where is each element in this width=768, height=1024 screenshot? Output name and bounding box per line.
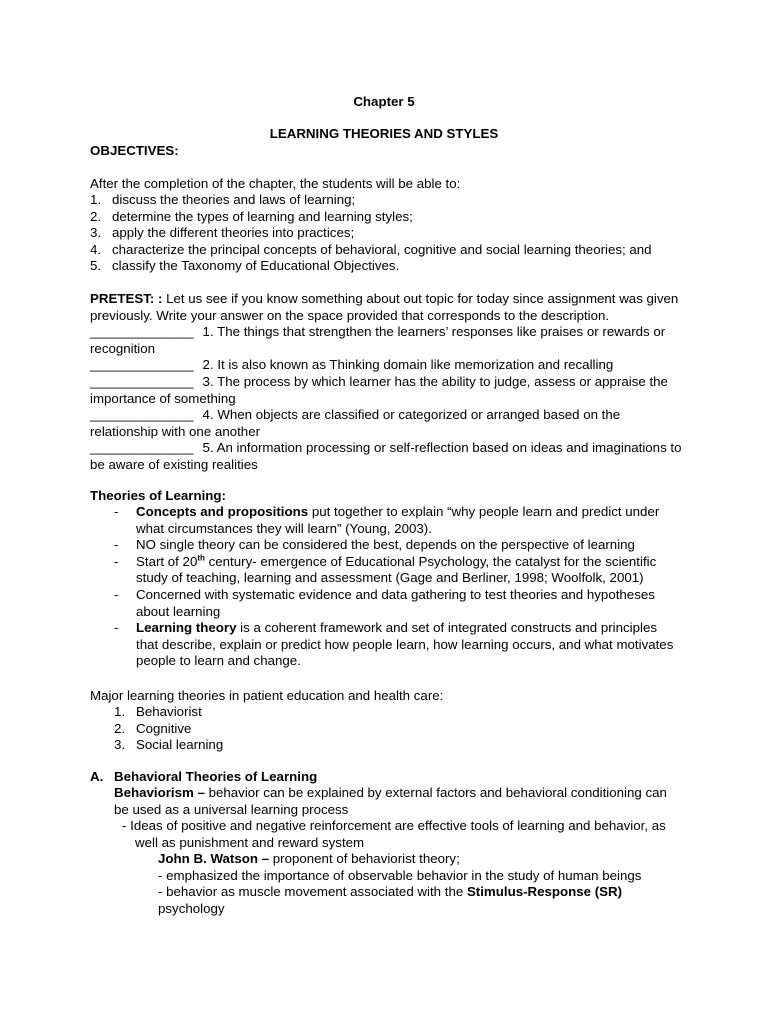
objectives-intro: After the completion of the chapter, the students will be able to: [90, 176, 461, 191]
list-item [90, 258, 682, 275]
objectives-heading: OBJECTIVES: [90, 143, 179, 158]
bold-term: Concepts and propositions [136, 504, 309, 519]
line-text: proponent of behaviorist theory; [269, 851, 460, 866]
list-item [90, 209, 682, 226]
item-number: 2. [90, 208, 102, 224]
bold-term: John B. Watson – [158, 851, 270, 866]
behaviorism-paragraph [114, 785, 682, 818]
question-text: 5. An information processing or self-reflection based on ideas and imaginations to be aware of existing realities [90, 440, 682, 472]
item-text: discuss the theories and laws of learning; [112, 192, 356, 207]
paragraph-text: behavior can be explained by external factors and behavioral conditioning can be used as a universal learning process [114, 785, 667, 817]
watson-line [158, 851, 682, 868]
answer-blank[interactable]: ______________ [90, 407, 194, 423]
theories-list [114, 504, 682, 670]
list-item [114, 504, 682, 537]
objectives-list [90, 192, 682, 275]
item-text: Social learning [136, 737, 224, 753]
superscript: th [197, 553, 205, 563]
watson-point: - emphasized the importance of observable behavior in the study of human beings [158, 867, 642, 883]
item-text: put together to explain “why people learn and predict under what circumstances they will learn” (Young, 2003). [136, 504, 660, 536]
theories-heading: Theories of Learning: [90, 488, 226, 503]
answer-blank[interactable]: ______________ [90, 440, 194, 456]
pretest-intro [90, 291, 682, 324]
item-text: classify the Taxonomy of Educational Objectives. [112, 258, 400, 274]
item-text: is a coherent framework and set of integrated constructs and principles that describe, explain or predict how people learn, how learning occurs, and what motivates people to learn and change. [136, 620, 674, 669]
pretest-instructions: Let us see if you know something about out topic for today since assignment was given previously. Write your answer on the space provided that corresponds to the description. [90, 291, 679, 323]
pretest-question [90, 374, 682, 407]
question-text: 2. It is also known as Thinking domain like memorization and recalling [202, 357, 614, 373]
list-item [114, 737, 682, 754]
answer-blank[interactable]: ______________ [90, 324, 194, 340]
pretest-question [90, 440, 682, 473]
list-item [114, 620, 682, 670]
chapter-label: Chapter 5 [353, 94, 415, 109]
item-text: apply the different theories into practices; [112, 225, 355, 241]
item-text: characterize the principal concepts of behavioral, cognitive and social learning theories; and [112, 241, 652, 257]
item-number: 4. [90, 241, 102, 257]
reinforcement-note [122, 818, 682, 851]
major-theories-intro: Major learning theories in patient education and health care: [90, 688, 444, 703]
bullet-dash: - [114, 620, 119, 636]
major-theories-list [114, 704, 682, 754]
item-text: Behaviorist [136, 704, 202, 719]
question-text: 3. The process by which learner has the ability to judge, assess or appraise the importance of something [90, 373, 668, 406]
section-a-heading [90, 769, 682, 786]
pretest-label: PRETEST: : [90, 291, 163, 306]
list-item [114, 537, 682, 554]
list-item [90, 192, 682, 209]
section-title: Behavioral Theories of Learning [114, 769, 318, 784]
section-letter: A. [90, 769, 104, 784]
item-number: 3. [90, 225, 102, 241]
list-item [90, 242, 682, 259]
watson-point [158, 884, 682, 901]
bullet-dash: - [114, 553, 119, 569]
bullet-dash: - [114, 537, 119, 553]
list-item [90, 225, 682, 242]
watson-block [158, 851, 682, 917]
item-number: 5. [90, 258, 102, 274]
question-text: 1. The things that strengthen the learners’ responses like praises or rewards or recognition [90, 324, 666, 356]
list-item [114, 721, 682, 738]
item-text: century- emergence of Educational Psychology, the catalyst for the scientific study of teaching, learning and assessment (Gage and Berliner, 1998; Woolfolk, 2001) [136, 553, 657, 586]
item-number: 3. [114, 737, 126, 753]
item-number: 1. [90, 192, 102, 207]
watson-point: psychology [158, 900, 225, 916]
question-text: 4. When objects are classified or categorized or arranged based on the relationship with one another [90, 407, 621, 439]
item-text: Concerned with systematic evidence and data gathering to test theories and hypotheses about learning [136, 586, 655, 619]
item-number: 2. [114, 720, 126, 736]
item-text: Cognitive [136, 720, 192, 736]
list-item [114, 554, 682, 587]
pretest-question [90, 407, 682, 440]
item-text: Start of 20 [136, 553, 198, 569]
list-item [114, 587, 682, 620]
pretest-question [90, 357, 682, 374]
item-number: 1. [114, 704, 126, 719]
pretest-question [90, 324, 682, 357]
bold-term: Behaviorism – [114, 785, 205, 800]
answer-blank[interactable]: ______________ [90, 373, 194, 389]
pretest-section [90, 291, 682, 474]
bold-term: Stimulus-Response (SR) [466, 884, 623, 900]
line-text: - behavior as muscle movement associated with the [158, 884, 467, 900]
list-item [114, 704, 682, 721]
answer-blank[interactable]: ______________ [90, 357, 194, 373]
item-text: determine the types of learning and learning styles; [112, 208, 413, 224]
item-text: NO single theory can be considered the best, depends on the perspective of learning [136, 537, 635, 553]
bullet-dash: - [114, 586, 119, 602]
page-title: LEARNING THEORIES AND STYLES [269, 126, 499, 141]
bullet-dash: - [114, 504, 119, 519]
bold-term: Learning theory [136, 620, 237, 636]
note-text: - Ideas of positive and negative reinforcement are effective tools of learning and behavior, as well as punishment and reward system [122, 818, 666, 850]
